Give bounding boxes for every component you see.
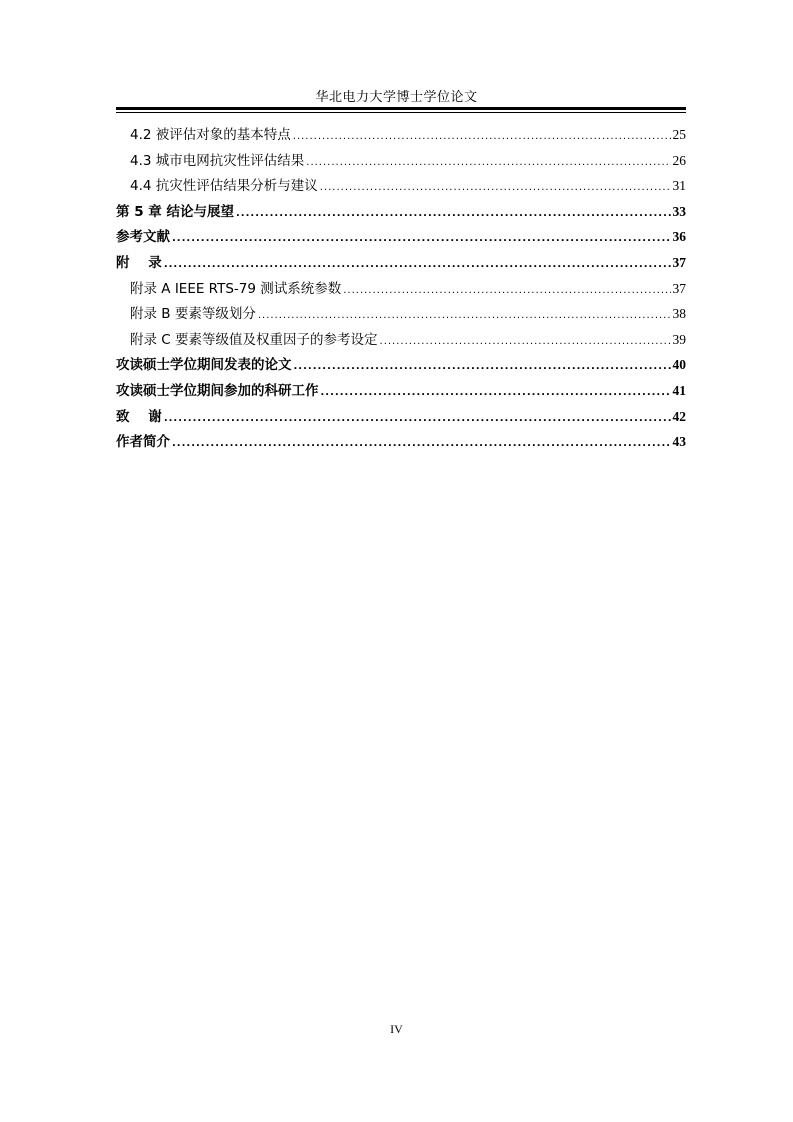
toc-entry-page: 37 [672,280,686,296]
toc-entry-label: 第 5 章 结论与展望 [116,203,234,220]
header-rule-thin [116,112,686,113]
toc-entry-label: 附录 A IEEE RTS-79 测试系统参数 [130,280,342,297]
toc-entry-label: 攻读硕士学位期间参加的科研工作 [116,382,319,399]
toc-leader-dots [236,201,671,227]
toc-entry-label: 4.3 城市电网抗灾性评估结果 [130,152,305,169]
toc-entry-page: 36 [672,229,686,245]
toc-leader-dots [294,354,671,380]
toc-entry[interactable] [116,327,686,353]
toc-entry-page: 40 [672,357,686,373]
toc-entry[interactable] [116,276,686,302]
toc-leader-dots [293,124,671,150]
toc-entry-label: 参考文献 [116,229,170,246]
toc-entry-page: 25 [672,127,686,142]
toc-entry-label: 4.4 抗灾性评估结果分析与建议 [130,178,318,195]
toc-leader-dots [258,303,671,329]
toc-entry[interactable] [116,404,686,430]
toc-entry[interactable] [116,173,686,199]
toc-entry-page: 26 [672,152,686,168]
toc-leader-dots [380,329,671,355]
toc-entry[interactable] [116,352,686,378]
toc-entry[interactable] [116,122,686,148]
toc-entry[interactable] [116,378,686,404]
toc-entry-page: 43 [672,434,686,450]
toc-entry-page: 37 [672,254,686,270]
toc-entry[interactable] [116,148,686,174]
toc-entry-label: 作者简介 [116,434,170,451]
toc-leader-dots [321,380,671,406]
toc-leader-dots [172,226,671,252]
toc-leader-dots [164,406,671,432]
toc-entry-page: 33 [672,203,686,219]
toc-leader-dots [320,175,671,201]
toc-entry-label: 附录 B 要素等级划分 [130,306,256,323]
toc-entry-page: 38 [672,306,686,322]
header-rule-thick [116,107,686,110]
toc-leader-dots [343,278,670,304]
toc-leader-dots [306,150,670,176]
toc-entry-page: 31 [672,178,686,194]
toc-entry[interactable] [116,224,686,250]
toc-entry[interactable] [116,199,686,225]
toc-entry[interactable] [116,429,686,455]
toc-entry[interactable] [116,301,686,327]
toc-entry-label: 附 录 [116,254,162,271]
toc-entry-label: 致 谢 [116,408,162,425]
table-of-contents [116,122,686,455]
toc-entry-label: 附录 C 要素等级值及权重因子的参考设定 [130,331,378,348]
toc-entry[interactable] [116,250,686,276]
toc-entry-page: 41 [672,382,686,398]
toc-leader-dots [172,431,671,457]
header-title: 华北电力大学博士学位论文 [315,90,478,105]
page-number: IV [390,1022,403,1036]
toc-entry-label: 4.2 被评估对象的基本特点 [130,127,291,143]
toc-leader-dots [164,252,671,278]
toc-entry-label: 攻读硕士学位期间发表的论文 [116,357,292,374]
toc-entry-page: 39 [672,331,686,347]
toc-entry-page: 42 [672,408,686,424]
